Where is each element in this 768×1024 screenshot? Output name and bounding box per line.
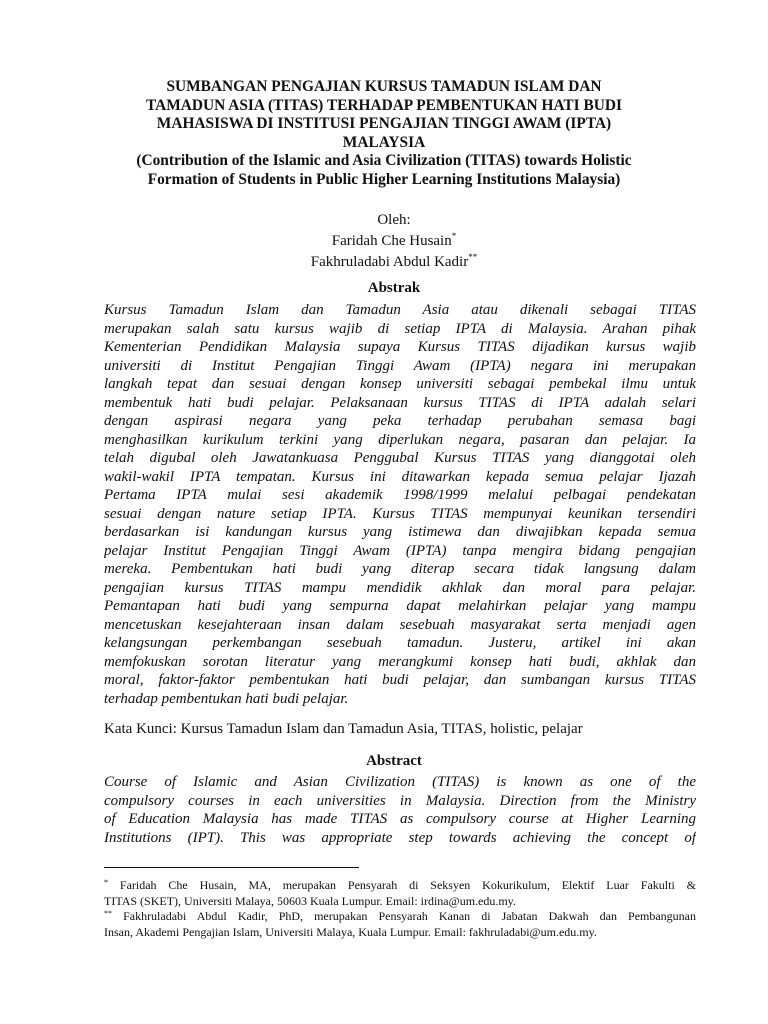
footnote-2-text: Fakhruladabi Abdul Kadir, PhD, merupakan Pensyarah Kanan di Jabatan Dakwah dan Pembangunan xyxy=(123,909,697,923)
abstrak-line: Pemantapan hati budi yang sempurna dapat melahirkan pelajar yang mampu xyxy=(104,598,696,614)
abstrak-line: langkah tepat dan sesuai dengan konsep universiti sebagai pembekal ilmu untuk xyxy=(104,376,696,392)
abstract-heading: Abstract xyxy=(366,753,422,769)
english-title-line: (Contribution of the Islamic and Asia Civilization (TITAS) towards Holistic xyxy=(136,152,632,170)
byline-label: Oleh: xyxy=(377,212,411,228)
abstrak-line: pengajian kursus TITAS mampu mendidik akhlak dan moral para pelajar. xyxy=(104,579,696,596)
article-title xyxy=(90,78,678,190)
author-2-name: Fakhruladabi Abdul Kadir xyxy=(310,254,469,270)
abstrak-line: Pertama IPTA mulai sesi akademik 1998/1999 melalui pelbagai pendekatan xyxy=(104,487,696,503)
footnote-2-line: Insan, Akademi Pengajian Islam, Universiti Malaya, Kuala Lumpur. Email: fakhruladabi@um.edu.my. xyxy=(104,924,597,939)
abstrak-line: berdasarkan isi kandungan kursus yang istimewa dan diwajibkan kepada semua xyxy=(104,524,696,540)
abstrak-line: universiti di Institut Pengajian Tinggi Awam (IPTA) negara ini merupakan xyxy=(104,357,696,374)
author-2 xyxy=(0,252,768,273)
abstrak-line: kelangsungan perkembangan sesebuah tamadun. Justeru, artikel ini akan xyxy=(104,635,696,651)
author-byline xyxy=(0,210,768,273)
abstrak-line: Kursus Tamadun Islam dan Tamadun Asia atau dikenali sebagai TITAS xyxy=(104,302,696,318)
abstrak-line: menghasilkan kurikulum terkini yang diperlukan negara, pasaran dan pelajar. Ia xyxy=(104,431,696,448)
footnote-2-line xyxy=(104,909,696,925)
author-1 xyxy=(0,231,768,252)
footnote-divider xyxy=(104,867,359,868)
author-1-footnote-mark: * xyxy=(451,231,457,241)
abstrak-body xyxy=(104,301,696,708)
abstrak-line: dengan aspirasi negara yang peka terhadap perubahan semasa bagi xyxy=(104,413,696,429)
abstract-body xyxy=(104,773,696,847)
abstrak-line: wakil-wakil IPTA tempatan. Kursus ini ditawarkan kepada semua pelajar Ijazah xyxy=(104,468,696,485)
abstrak-line: telah digubal oleh Jawatankuasa Penggubal Kursus TITAS yang dianggotai oleh xyxy=(104,450,696,466)
abstract-line: Course of Islamic and Asian Civilization (TITAS) is known as one of the xyxy=(104,774,696,790)
footnotes xyxy=(104,878,696,940)
footnote-1-line: TITAS (SKET), Universiti Malaya, 50603 Kuala Lumpur. Email: irdina@um.edu.my. xyxy=(104,893,516,908)
title-line: MALAYSIA xyxy=(342,133,426,151)
footnote-1-text: Faridah Che Husain, MA, merupakan Pensyarah di Seksyen Kokurikulum, Elektif Luar Fakulti & xyxy=(119,878,697,892)
title-line: SUMBANGAN PENGAJIAN KURSUS TAMADUN ISLAM DAN xyxy=(166,78,602,95)
abstrak-line: mencetuskan kesejahteraan insan dalam sesebuah masyarakat serta menjadi agen xyxy=(104,616,696,633)
abstrak-line: Kementerian Pendidikan Malaysia supaya Kursus TITAS dijadikan kursus wajib xyxy=(104,339,696,355)
footnote-2-mark: ** xyxy=(104,909,112,918)
footnote-1-mark: * xyxy=(104,878,108,887)
abstrak-line: moral, faktor-faktor pembentukan hati budi pelajar, dan sumbangan kursus TITAS xyxy=(104,672,696,688)
abstrak-heading: Abstrak xyxy=(367,280,421,296)
abstrak-line: sesuai dengan nature setiap IPTA. Kursus TITAS mempunyai keunikan tersendiri xyxy=(104,505,696,522)
abstrak-line: mereka. Pembentukan hati budi yang diterap secara tidak langsung dalam xyxy=(104,561,696,577)
abstrak-line: memfokuskan sorotan literatur yang merangkumi konsep hati budi, akhlak dan xyxy=(104,653,696,670)
keywords: Kata Kunci: Kursus Tamadun Islam dan Tamadun Asia, TITAS, holistic, pelajar xyxy=(104,721,583,737)
title-line: TAMADUN ASIA (TITAS) TERHADAP PEMBENTUKAN HATI BUDI xyxy=(145,96,623,114)
title-line: MAHASISWA DI INSTITUSI PENGAJIAN TINGGI AWAM (IPTA) xyxy=(156,115,612,133)
author-2-footnote-mark: ** xyxy=(468,252,478,262)
author-1-name: Faridah Che Husain xyxy=(331,233,452,249)
abstrak-line: merupakan salah satu kursus wajib di setiap IPTA di Malaysia. Arahan pihak xyxy=(104,320,696,337)
english-title-line: Formation of Students in Public Higher Learning Institutions Malaysia) xyxy=(147,170,621,188)
abstract-line: of Education Malaysia has made TITAS as compulsory course at Higher Learning xyxy=(104,811,696,827)
abstrak-line: pelajar Institut Pengajian Tinggi Awam (IPTA) tanpa mengira bidang pengajian xyxy=(104,542,696,559)
footnote-1-line xyxy=(104,878,696,894)
abstract-line: Institutions (IPT). This was appropriate step towards achieving the concept of xyxy=(104,829,696,846)
abstrak-line: terhadap pembentukan hati budi pelajar. xyxy=(104,690,349,707)
abstract-line: compulsory courses in each universities in Malaysia. Direction from the Ministry xyxy=(104,792,696,809)
abstrak-line: membentuk hati budi pelajar. Pelaksanaan kursus TITAS di IPTA adalah selari xyxy=(104,394,696,411)
